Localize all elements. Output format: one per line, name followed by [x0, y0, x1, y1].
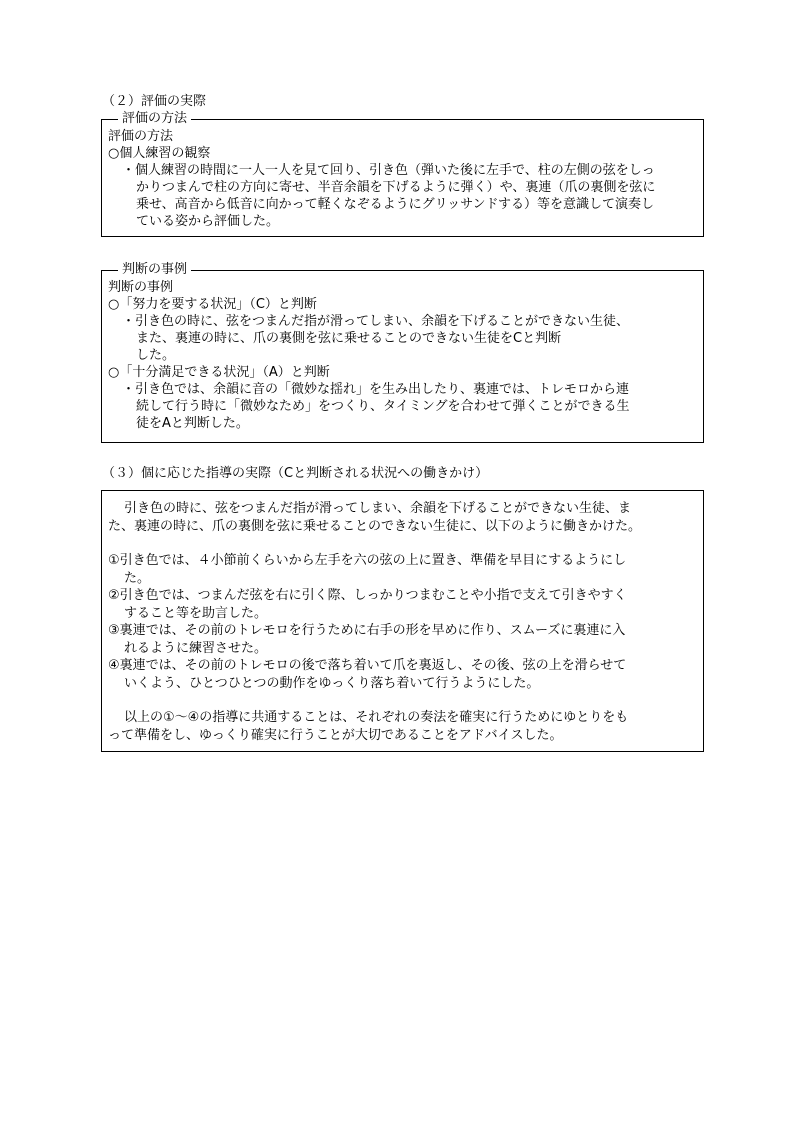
observation-line: ・個人練習の時間に一人一人を見て回り、引き色（弾いた後に左手で、柱の左側の弦をしっ: [122, 163, 655, 178]
observation-line: 乗せ、高音から低音に向かって軽くなぞるようにグリッサンドする）等を意識して演奏し: [136, 197, 655, 212]
guidance-summary-line: 以上の①～④の指導に共通することは、それぞれの奏法を確実に行うためにゆとりをも: [124, 710, 629, 725]
guidance-item: すること等を助言した。: [124, 605, 268, 621]
guidance-item: ②引き色では、つまんだ弦を右に引く際、しっかりつまむことや小指で支えて引きやすく: [108, 588, 627, 603]
section-2-heading: （２）評価の実際: [102, 94, 207, 109]
guidance-item: いくよう、ひとつひとつの動作をゆっくり落ち着いて行うようにした。: [124, 675, 540, 691]
guidance-item: ③裏連では、その前のトレモロを行うために右手の形を早めに作り、スムーズに裏連に入: [108, 623, 626, 638]
guidance-intro-line: た、裏連の時に、爪の裏側を弦に乗せることのできない生徒に、以下のように働きかけた。: [108, 518, 642, 534]
guidance-item: ①引き色では、４小節前くらいから左手を六の弦の上に置き、準備を早目にするようにし: [108, 553, 627, 568]
judgment-c-title: ○「努力を要する状況」（C）と判断: [108, 297, 317, 312]
section-3-heading: （３）個に応じた指導の実際（Cと判断される状況への働きかけ）: [102, 466, 489, 481]
judgment-c-line: ・引き色の時に、弦をつまんだ指が滑ってしまい、余韻を下げることができない生徒、: [122, 314, 630, 329]
judgment-example-box: [101, 262, 704, 443]
guidance-item: ④裏連では、その前のトレモロの後で落ち着いて爪を裏返し、その後、弦の上を滑らせて: [108, 658, 627, 673]
guidance-item: れるように練習させた。: [124, 640, 268, 656]
guidance-box: [101, 490, 704, 752]
judgment-a-line: 徒をAと判断した。: [136, 416, 249, 431]
evaluation-method-title: 評価の方法: [108, 129, 174, 144]
observation-line: ている姿から評価した。: [136, 214, 280, 229]
guidance-intro-line: 引き色の時に、弦をつまんだ指が滑ってしまい、余韻を下げることができない生徒、ま: [124, 501, 632, 516]
judgment-a-line: ・引き色では、余韻に音の「微妙な揺れ」を生み出したり、裏連では、トレモロから連: [122, 382, 630, 397]
judgment-a-line: 続して行う時に「微妙なため」をつくり、タイミングを合わせて弾くことができる生: [136, 399, 630, 414]
guidance-item: た。: [124, 570, 151, 586]
guidance-summary-line: って準備をし、ゆっくり確実に行うことが大切であることをアドバイスした。: [108, 727, 563, 743]
judgment-c-line: また、裏連の時に、爪の裏側を弦に乗せることのできない生徒をCと判断: [136, 331, 562, 346]
judgment-example-legend: 判断の事例: [118, 261, 191, 279]
observation-item-title: ○個人練習の観察: [108, 146, 211, 161]
judgment-a-title: ○「十分満足できる状況」（A）と判断: [108, 365, 330, 380]
observation-line: かりつまんで柱の方向に寄せ、半音余韻を下げるように弾く）や、裏連（爪の裏側を弦に: [136, 180, 656, 195]
evaluation-method-box: [101, 111, 704, 237]
judgment-example-title: 判断の事例: [108, 280, 174, 295]
evaluation-method-legend: 評価の方法: [118, 110, 191, 128]
judgment-c-line: した。: [136, 348, 176, 363]
